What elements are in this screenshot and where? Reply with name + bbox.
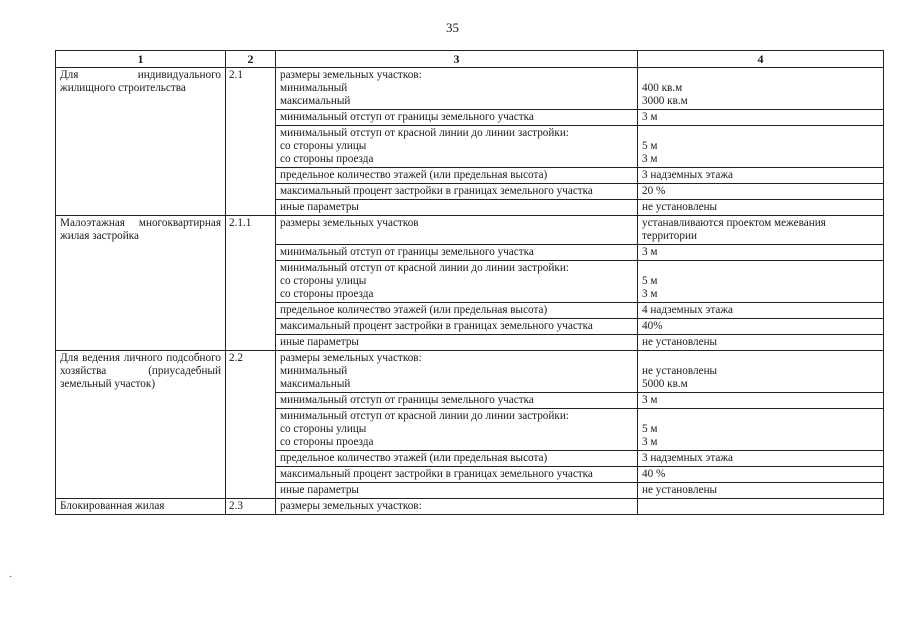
parameter-label-cell [276, 467, 638, 483]
parameter-label-cell [276, 68, 638, 110]
parameter-value-line: 3000 кв.м [642, 95, 688, 107]
parameter-value-line: 5 м [642, 423, 658, 435]
parameter-value-line: 40 % [642, 468, 666, 480]
table-row [56, 68, 884, 110]
parameter-value-line: 3 надземных этажа [642, 169, 734, 181]
parameter-value-cell [638, 303, 884, 319]
zone-code-cell: 2.2 [226, 351, 276, 499]
column-header-4: 4 [638, 51, 884, 68]
parameter-value-cell [638, 126, 884, 168]
zone-name-cell: Блокированная жилая [56, 499, 226, 515]
zone-name-cell: Для ведения личного подсобного хозяйства (приусадебный земельный участок) [56, 351, 226, 499]
column-header-1: 1 [56, 51, 226, 68]
parameter-value-line: не установлены [642, 484, 718, 496]
parameter-label-cell [276, 261, 638, 303]
parameter-value-line: 5 м [642, 140, 658, 152]
parameter-value-cell [638, 451, 884, 467]
parameter-label-line: минимальный [280, 82, 348, 94]
parameter-value-line: не установлены [642, 365, 718, 377]
parameter-value-line: 3 м [642, 111, 658, 123]
parameter-label-cell [276, 303, 638, 319]
parameter-value-line: 3 м [642, 288, 658, 300]
zoning-parameters-table [55, 50, 884, 515]
parameter-label-line: со стороны проезда [280, 153, 374, 165]
parameter-value-cell [638, 110, 884, 126]
parameter-label-line: минимальный отступ от красной линии до линии застройки: [280, 410, 569, 422]
parameter-label-line: максимальный процент застройки в границах земельного участка [280, 320, 593, 332]
margin-mark: · [9, 572, 13, 583]
table-header-row [56, 51, 884, 68]
parameter-label-line: предельное количество этажей (или предельная высота) [280, 304, 548, 316]
parameter-label-cell [276, 335, 638, 351]
parameter-label-line: размеры земельных участков: [280, 352, 422, 364]
parameter-label-cell [276, 110, 638, 126]
parameter-label-line: максимальный процент застройки в границах земельного участка [280, 468, 593, 480]
parameter-value-line: 5000 кв.м [642, 378, 688, 390]
parameter-label-line: со стороны улицы [280, 275, 367, 287]
parameter-value-line: 3 м [642, 153, 658, 165]
parameter-label-line: минимальный отступ от красной линии до линии застройки: [280, 127, 569, 139]
parameter-value-cell [638, 483, 884, 499]
parameter-label-line: минимальный отступ от границы земельного участка [280, 246, 534, 258]
parameter-value-cell [638, 261, 884, 303]
parameter-label-line: иные параметры [280, 201, 359, 213]
page-number: 35 [446, 20, 459, 35]
parameter-value-line: 20 % [642, 185, 666, 197]
zone-code-cell: 2.1.1 [226, 216, 276, 351]
parameter-value-line: устанавливаются проектом межевания территории [642, 217, 826, 242]
parameter-label-line: минимальный отступ от границы земельного участка [280, 394, 534, 406]
parameter-label-line: размеры земельных участков: [280, 69, 422, 81]
parameter-label-line: иные параметры [280, 484, 359, 496]
parameter-value-cell [638, 409, 884, 451]
parameter-value-line: 400 кв.м [642, 82, 683, 94]
parameter-value-cell [638, 245, 884, 261]
column-header-3: 3 [276, 51, 638, 68]
table-row [56, 216, 884, 245]
parameter-value-line: 3 надземных этажа [642, 452, 734, 464]
parameter-value-cell [638, 168, 884, 184]
parameter-value-line: 4 надземных этажа [642, 304, 734, 316]
parameter-value-cell [638, 68, 884, 110]
parameter-label-line: минимальный отступ от красной линии до линии застройки: [280, 262, 569, 274]
parameter-value-cell [638, 467, 884, 483]
parameter-label-cell [276, 168, 638, 184]
parameter-label-line: иные параметры [280, 336, 359, 348]
parameter-value-cell [638, 393, 884, 409]
parameter-label-line: предельное количество этажей (или предельная высота) [280, 452, 548, 464]
parameter-label-cell [276, 184, 638, 200]
column-header-2: 2 [226, 51, 276, 68]
parameter-label-line: размеры земельных участков: [280, 500, 422, 512]
parameter-value-cell [638, 200, 884, 216]
parameter-label-cell [276, 126, 638, 168]
parameter-label-line: предельное количество этажей (или предельная высота) [280, 169, 548, 181]
parameter-value-line: 3 м [642, 436, 658, 448]
parameter-label-cell [276, 319, 638, 335]
parameter-label-cell [276, 351, 638, 393]
parameter-value-line: 40% [642, 320, 663, 332]
parameter-value-line: не установлены [642, 336, 718, 348]
parameter-label-line: со стороны улицы [280, 423, 367, 435]
parameter-value-cell [638, 335, 884, 351]
zone-code-cell: 2.1 [226, 68, 276, 216]
parameter-label-cell [276, 216, 638, 245]
parameter-label-line: размеры земельных участков [280, 217, 419, 229]
parameter-value-cell [638, 499, 884, 515]
parameter-label-line: со стороны проезда [280, 288, 374, 300]
parameter-value-line: 3 м [642, 246, 658, 258]
table-row [56, 351, 884, 393]
parameter-label-line: максимальный [280, 95, 351, 107]
parameter-label-cell [276, 393, 638, 409]
parameter-label-line: максимальный процент застройки в границах земельного участка [280, 185, 593, 197]
parameter-label-line: максимальный [280, 378, 351, 390]
parameter-label-cell [276, 451, 638, 467]
parameter-label-line: со стороны проезда [280, 436, 374, 448]
parameter-label-cell [276, 409, 638, 451]
parameter-value-cell [638, 351, 884, 393]
table-body [56, 68, 884, 515]
parameter-label-cell [276, 499, 638, 515]
parameter-label-line: минимальный отступ от границы земельного участка [280, 111, 534, 123]
parameter-value-line: 3 м [642, 394, 658, 406]
parameter-label-line: минимальный [280, 365, 348, 377]
parameter-value-cell [638, 319, 884, 335]
parameter-label-cell [276, 483, 638, 499]
parameter-value-cell [638, 216, 884, 245]
parameter-label-cell [276, 245, 638, 261]
zone-name-cell: Для индивидуального жилищного строительства [56, 68, 226, 216]
parameter-value-line: 5 м [642, 275, 658, 287]
zone-code-cell: 2.3 [226, 499, 276, 515]
zone-name-cell: Малоэтажная многоквартирная жилая застройка [56, 216, 226, 351]
table-row [56, 499, 884, 515]
parameter-value-cell [638, 184, 884, 200]
parameter-label-cell [276, 200, 638, 216]
parameter-label-line: со стороны улицы [280, 140, 367, 152]
parameter-value-line: не установлены [642, 201, 718, 213]
